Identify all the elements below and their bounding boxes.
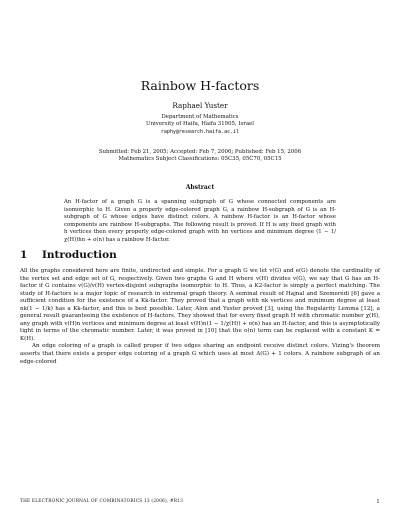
abstract-text: An H-factor of a graph G is a spanning subgraph of G whose connected components are isomorphic to H. Given a properly edge-colored graph G, a rainbow H-subgraph of G is an H-subgraph of G whose edges have distinct colors. A rainbow H-factor is an H-factor whose components are rainbow H-subgraphs. The following result is proved. If H is any fixed graph with h vertices then every properly edge-colored graph with hn vertices and minimum degree (1 − 1/χ(H))hn + o(n) has a rainbow H-factor. [64,199,336,243]
publication-dates [0,149,400,164]
subject-classifications: Mathematics Subject Classifications: 05C35, 05C70, 05C15 [118,156,282,163]
author-name: Raphael Yuster [172,101,228,110]
author-email: raphy@research.haifa.ac.il [160,128,240,135]
page-number: 1 [376,499,380,505]
section-title: Introduction [42,249,117,261]
paper-title: Rainbow H-factors [140,78,260,93]
paragraph-1: All the graphs considered here are finite, undirected and simple. For a graph G we let v(G) and e(G) denote the cardinality of the vertex set and edge set of G, respectively. Given two graphs G and H where v(H) divides v(G), we say that G has an H-factor if G contains v(G)/v(H) vertex-disjoint subgraphs isomorphic to H. Thus, a K2-factor is simply a perfect matching. The study of H-factors is a major topic of research in extremal graph theory. A seminal result of Hajnal and Szemerédi [6] gave a sufficient condition for the existence of a Kk-factor. They proved that a graph with nk vertices and minimum degree at least nk(1 − 1/k) has a Kk-factor, and this is best possible. Later, Alon and Yuster proved [3], using the Regularity Lemma [12], a general result guaranteeing the existence of H-factors. They showed that for every fixed graph H with chromatic number χ(H), any graph with v(H)n vertices and minimum degree at least v(H)n(1 − 1/χ(H)) + o(n) has an H-factor, and this is asymptotically tight in terms of the chromatic number. Later, it was proved in [10] that the o(n) term can be replaced with a constant K = K(H). [20,268,380,342]
author-affiliation [0,114,400,136]
section-number: 1 [20,249,28,261]
paragraph-2: An edge coloring of a graph is called proper if two edges sharing an endpoint receive distinct colors. Vizing's theorem asserts that there exists a proper edge coloring of a graph G which uses at most Δ(G) + 1 colors. A rainbow subgraph of an edge-colored [20,343,380,365]
body-text [20,268,380,366]
section-heading [20,249,380,261]
university: University of Haifa, Haifa 31905, Israel [146,121,254,128]
submission-dates: Submitted: Feb 21, 2005; Accepted: Feb 7, 2006; Published: Feb 15, 2006 [98,149,302,155]
page-footer [20,499,380,505]
journal-citation: THE ELECTRONIC JOURNAL OF COMBINATORICS 13 (2006), #R13 [20,499,184,504]
department: Department of Mathematics [161,114,239,120]
abstract-heading: Abstract [185,184,215,191]
